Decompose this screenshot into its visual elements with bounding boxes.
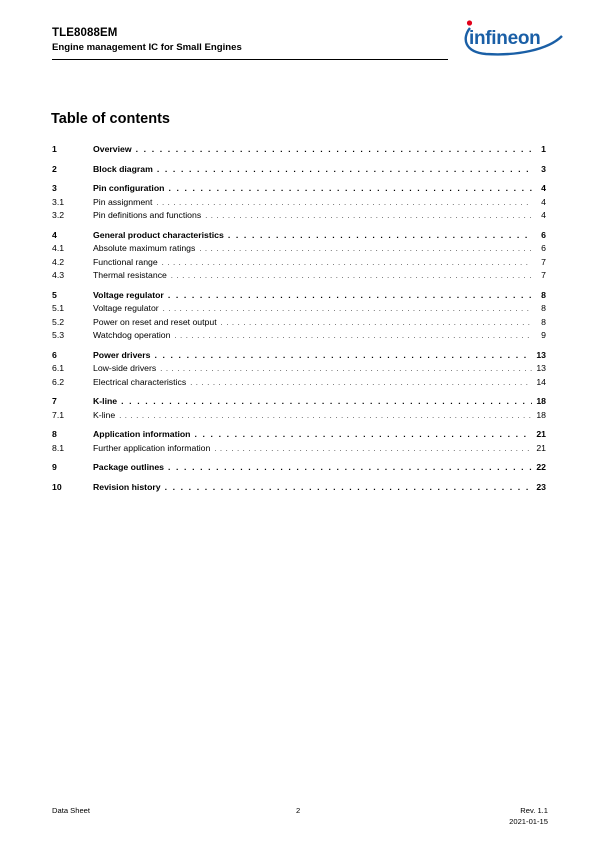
toc-entry[interactable] [52, 329, 546, 343]
toc-number: 5.3 [52, 330, 65, 340]
toc-page-number: 8 [541, 289, 546, 300]
toc-leader-dots [199, 243, 532, 257]
toc-page-number: 8 [541, 303, 546, 313]
toc-title: Power drivers [93, 349, 151, 360]
toc-page-number: 13 [536, 363, 546, 373]
toc-number: 3.2 [52, 210, 65, 220]
logo-text: infineon [469, 28, 541, 49]
toc-entry[interactable] [52, 442, 546, 456]
footer-doc-type: Data Sheet [52, 806, 90, 815]
toc-entry[interactable] [52, 302, 546, 316]
toc-number: 5.1 [52, 303, 65, 313]
toc-page-number: 4 [541, 196, 546, 207]
toc-number: 5.2 [52, 316, 65, 327]
toc-number: 6.2 [52, 376, 65, 387]
infineon-logo [456, 14, 564, 60]
toc-leader-dots [221, 317, 532, 331]
toc-entry[interactable] [52, 481, 546, 495]
toc-page-number: 4 [541, 183, 546, 193]
toc-number: 9 [52, 462, 57, 472]
toc-number: 7 [52, 396, 57, 406]
toc-title: Pin configuration [93, 183, 165, 193]
toc-page-number: 18 [536, 409, 546, 420]
toc-leader-dots [119, 410, 532, 424]
toc-entry[interactable] [52, 362, 546, 376]
toc-entry[interactable] [52, 143, 546, 157]
toc-leader-dots [162, 257, 532, 271]
toc-entry[interactable] [52, 376, 546, 390]
toc-title: Electrical characteristics [93, 376, 187, 387]
footer-revision: Rev. 1.1 [520, 806, 548, 815]
toc-number: 7.1 [52, 409, 65, 420]
toc-entry[interactable] [52, 163, 546, 177]
toc-title: Low-side drivers [93, 363, 157, 373]
toc-number: 1 [52, 144, 57, 154]
toc-title: Revision history [93, 481, 161, 492]
footer-revision-block [509, 806, 548, 827]
toc-title: Thermal resistance [93, 270, 167, 280]
toc-title: Pin definitions and functions [93, 210, 202, 220]
toc-title: Package outlines [93, 462, 164, 472]
toc-leader-dots [156, 197, 532, 211]
toc-entry[interactable] [52, 196, 546, 210]
product-subtitle: Engine management IC for Small Engines [52, 42, 242, 53]
toc-leader-dots [174, 330, 532, 344]
toc-leader-dots [190, 377, 532, 391]
toc-page-number: 21 [536, 429, 546, 439]
toc-number: 3.1 [52, 196, 65, 207]
toc-title: Power on reset and reset output [93, 316, 217, 327]
toc-title: General product characteristics [93, 229, 224, 240]
toc-leader-dots [168, 289, 532, 303]
toc-title: Pin assignment [93, 196, 153, 207]
toc-title: Overview [93, 144, 132, 154]
toc-leader-dots [157, 163, 532, 177]
toc-entry[interactable] [52, 316, 546, 330]
toc-leader-dots [228, 229, 532, 243]
toc-entry[interactable] [52, 428, 546, 442]
toc-number: 5 [52, 289, 57, 300]
toc-title: Further application information [93, 442, 211, 453]
logo-dot [467, 20, 472, 25]
toc-leader-dots [165, 481, 532, 495]
table-of-contents [52, 142, 546, 494]
toc-title: K-line [93, 409, 116, 420]
toc-title: Absolute maximum ratings [93, 243, 196, 253]
product-name: TLE8088EM [52, 27, 118, 39]
toc-page-number: 3 [541, 163, 546, 174]
footer-page-number: 2 [296, 806, 301, 815]
toc-leader-dots [160, 363, 532, 377]
toc-leader-dots [154, 349, 532, 363]
toc-number: 6.1 [52, 363, 65, 373]
toc-entry[interactable] [52, 242, 546, 256]
toc-page-number: 22 [536, 462, 546, 472]
toc-entry[interactable] [52, 289, 546, 303]
toc-title: Voltage regulator [93, 289, 164, 300]
toc-leader-dots [168, 461, 532, 475]
toc-page-number: 13 [536, 349, 546, 360]
toc-page-number: 23 [536, 481, 546, 492]
page-header [52, 26, 448, 54]
toc-entry[interactable] [52, 182, 546, 196]
toc-leader-dots [136, 143, 532, 157]
toc-heading: Table of contents [51, 111, 170, 127]
toc-page-number: 18 [536, 396, 546, 406]
toc-number: 4.2 [52, 256, 65, 267]
toc-title: K-line [93, 396, 118, 406]
toc-leader-dots [168, 182, 532, 196]
toc-title: Block diagram [93, 163, 153, 174]
toc-page-number: 1 [541, 144, 546, 154]
toc-number: 8 [52, 429, 57, 439]
toc-title: Application information [93, 429, 191, 439]
toc-page-number: 8 [541, 316, 546, 327]
toc-number: 4.3 [52, 270, 65, 280]
toc-page-number: 9 [541, 330, 546, 340]
toc-entry[interactable] [52, 209, 546, 223]
toc-number: 2 [52, 163, 57, 174]
toc-page-number: 6 [541, 229, 546, 240]
toc-number: 10 [52, 481, 62, 492]
toc-leader-dots [214, 443, 532, 457]
toc-entry[interactable] [52, 229, 546, 243]
footer-date: 2021-01-15 [509, 816, 548, 826]
toc-entry[interactable] [52, 256, 546, 270]
toc-title: Watchdog operation [93, 330, 171, 340]
toc-entry[interactable] [52, 269, 546, 283]
header-rule [52, 59, 448, 60]
toc-number: 4.1 [52, 243, 65, 253]
toc-leader-dots [195, 428, 533, 442]
toc-leader-dots [171, 270, 532, 284]
toc-entry[interactable] [52, 349, 546, 363]
toc-number: 8.1 [52, 442, 65, 453]
toc-entry[interactable] [52, 409, 546, 423]
toc-page-number: 7 [541, 270, 546, 280]
toc-number: 6 [52, 349, 57, 360]
toc-page-number: 21 [536, 442, 546, 453]
toc-leader-dots [163, 303, 532, 317]
toc-page-number: 7 [541, 256, 546, 267]
toc-page-number: 4 [541, 210, 546, 220]
toc-page-number: 14 [536, 376, 546, 387]
toc-entry[interactable] [52, 395, 546, 409]
toc-number: 3 [52, 183, 57, 193]
toc-title: Functional range [93, 256, 158, 267]
toc-leader-dots [121, 395, 532, 409]
toc-leader-dots [205, 210, 532, 224]
toc-title: Voltage regulator [93, 303, 159, 313]
toc-entry[interactable] [52, 461, 546, 475]
toc-number: 4 [52, 229, 57, 240]
toc-page-number: 6 [541, 243, 546, 253]
